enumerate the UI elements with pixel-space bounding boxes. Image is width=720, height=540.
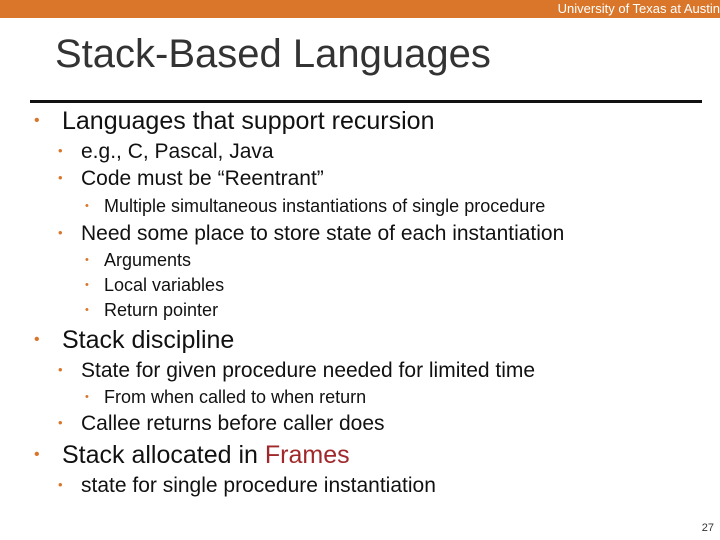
bullet-text: state for single procedure instantiation: [81, 474, 436, 497]
bullet-icon: •: [34, 112, 40, 129]
bullet-icon: •: [58, 143, 63, 158]
title-divider: [30, 100, 702, 103]
bullet-text: Arguments: [104, 250, 192, 270]
bullet-icon: •: [58, 415, 63, 430]
bullet-text: State for given procedure needed for limited time: [81, 359, 536, 382]
bullet-icon: •: [85, 279, 89, 291]
bullet-text: e.g., C, Pascal, Java: [81, 140, 274, 163]
bullet-text: Stack discipline: [62, 326, 235, 354]
bullet-text: Stack allocated in: [62, 441, 265, 469]
bullet-level1: [34, 441, 350, 470]
bullet-level2: [58, 140, 274, 164]
bullet-icon: •: [85, 391, 89, 403]
bullet-level3: [85, 387, 366, 408]
bullet-icon: •: [85, 304, 89, 316]
bullet-icon: •: [58, 477, 63, 492]
bullet-level3: [85, 300, 218, 321]
bullet-level2: [58, 412, 385, 436]
bullet-icon: •: [58, 170, 63, 185]
bullet-level1: [34, 326, 234, 355]
org-name: University of Texas at Austin: [557, 1, 720, 16]
highlighted-term: Frames: [264, 441, 350, 469]
bullet-level2: [58, 474, 436, 498]
bullet-text: Code must be “Reentrant”: [81, 167, 324, 190]
bullet-level3: [85, 250, 191, 271]
bullet-text: From when called to when return: [104, 387, 367, 407]
bullet-level3: [85, 196, 545, 217]
bullet-level1: [34, 107, 434, 136]
bullet-text: Callee returns before caller does: [81, 412, 385, 435]
bullet-text: Return pointer: [104, 300, 219, 320]
bullet-level2: [58, 167, 324, 191]
bullet-icon: •: [34, 331, 40, 348]
bullet-level2: [58, 359, 535, 383]
bullet-text: Languages that support recursion: [62, 107, 435, 135]
bullet-icon: •: [34, 446, 40, 463]
bullet-level2: [58, 222, 564, 246]
header-bar: [0, 0, 720, 18]
slide-title: Stack-Based Languages: [55, 32, 491, 76]
bullet-text: Multiple simultaneous instantiations of single procedure: [104, 196, 546, 216]
bullet-icon: •: [58, 362, 63, 377]
bullet-text: Need some place to store state of each instantiation: [81, 222, 565, 245]
bullet-text: Local variables: [104, 275, 225, 295]
bullet-level3: [85, 275, 224, 296]
bullet-icon: •: [85, 254, 89, 266]
page-number: 27: [701, 522, 714, 534]
bullet-icon: •: [58, 225, 63, 240]
bullet-icon: •: [85, 200, 89, 212]
